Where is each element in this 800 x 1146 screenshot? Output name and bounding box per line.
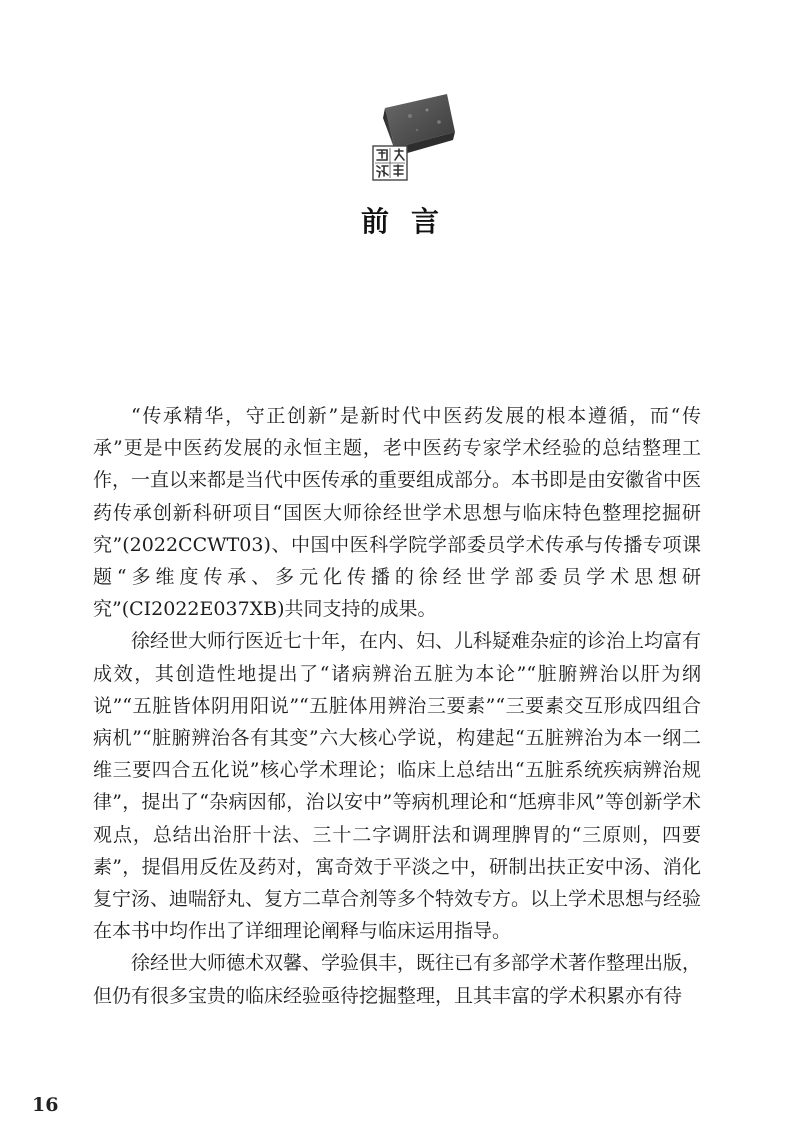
preface-body [93, 400, 701, 1012]
paragraph: 徐经世大师德术双馨、学验俱丰，既往已有多部学术著作整理出版，但仍有很多宝贵的临床经验亟待挖掘整理，且其丰富的学术积累亦有待 [93, 952, 702, 1007]
page-number: 16 [32, 1094, 59, 1116]
seal-emblem [355, 88, 465, 198]
paragraph: 徐经世大师行医近七十年，在内、妇、儿科疑难杂症的诊治上均富有成效，其创造性地提出了“诸病辨治五脏为本论”“脏腑辨治以肝为纲说”“五脏皆体阴用阳说”“五脏体用辨治三要素”“三要素交互形成四组合病机”“脏腑辨治各有其变”六大核心学说，构建起“五脏辨治为本一纲二维三要四合五化说”核心学术理论；临床上总结出“五脏系统疾病辨治规律”，提出了“杂病因郁，治以安中”等病机理论和“尪痹非风”等创新学术观点，总结出治肝十法、三十二字调肝法和调理脾胃的“三原则，四要素”，提倡用反佐及药对，寓奇效于平淡之中，研制出扶正安中汤、消化复宁汤、迪喘舒丸、复方二草合剂等多个特效专方。以上学术思想与经验在本书中均作出了详细理论阐释与临床运用指导。 [93, 630, 702, 943]
seal-stamp-icon [355, 88, 465, 198]
paragraph: “传承精华，守正创新”是新时代中医药发展的根本遵循，而“传承”更是中医药发展的永恒主题，老中医药专家学术经验的总结整理工作，一直以来都是当代中医传承的重要组成部分。本书即是由安徽省中医药传承创新科研项目“国医大师徐经世学术思想与临床特色整理挖掘研究”(2022CCWT03)、中国中医科学院学部委员学术传承与传播专项课题“多维度传承、多元化传播的徐经世学部委员学术思想研究”(CI2022E037XB)共同支持的成果。 [93, 405, 702, 621]
page-title: 前言 [360, 205, 461, 238]
